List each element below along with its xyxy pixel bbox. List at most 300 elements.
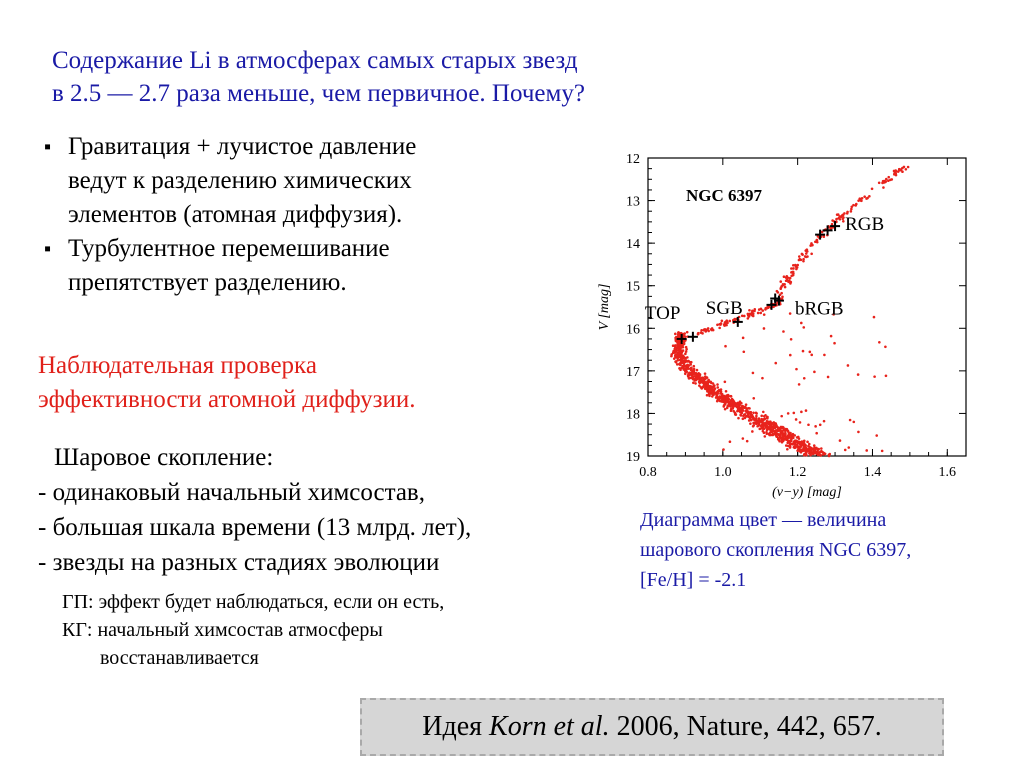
star-point	[680, 357, 683, 360]
star-point	[890, 178, 893, 181]
caption-line-2: шарового скопления NGC 6397,	[640, 539, 912, 561]
bullet-text: Гравитация + лучистое давление	[68, 133, 417, 160]
star-point	[704, 387, 707, 390]
star-point	[839, 439, 842, 442]
observation-line-2: эффективности атомной диффузии.	[38, 386, 416, 413]
star-point	[796, 436, 799, 439]
y-tick-label: 14	[626, 237, 640, 253]
star-point	[761, 377, 764, 380]
star-point	[688, 371, 691, 374]
star-point	[766, 307, 769, 310]
cluster-item: - одинаковый начальный химсостав,	[38, 479, 425, 506]
star-point	[760, 418, 763, 421]
star-point	[692, 382, 695, 385]
y-tick-label: 13	[626, 194, 640, 210]
star-point	[800, 322, 803, 325]
star-point	[775, 435, 778, 438]
star-point	[780, 286, 783, 289]
star-point	[704, 381, 707, 384]
star-point	[696, 369, 699, 372]
cluster-item: - звезды на разных стадиях эволюции	[38, 549, 440, 576]
star-point	[786, 448, 789, 451]
star-point	[885, 178, 888, 181]
star-point	[802, 350, 805, 353]
star-point	[690, 368, 693, 371]
star-point	[833, 342, 836, 345]
star-point	[763, 327, 766, 330]
star-point	[675, 360, 678, 363]
star-point	[802, 260, 805, 263]
star-point	[711, 395, 714, 398]
star-point	[796, 264, 799, 267]
star-point	[837, 213, 840, 216]
star-point	[762, 430, 765, 433]
star-point	[850, 205, 853, 208]
star-point	[725, 319, 728, 322]
star-point	[840, 215, 843, 218]
star-point	[794, 446, 797, 449]
star-point	[810, 253, 813, 256]
star-point	[719, 323, 722, 326]
y-tick-label: 18	[626, 407, 640, 423]
star-point	[795, 440, 798, 443]
star-point	[722, 448, 725, 451]
star-point	[694, 382, 697, 385]
star-point	[797, 449, 800, 452]
star-point	[724, 345, 727, 348]
star-point	[810, 354, 813, 357]
star-point	[755, 412, 758, 415]
star-point	[700, 331, 703, 334]
star-point	[854, 204, 857, 207]
star-point	[784, 429, 787, 432]
star-point	[729, 440, 732, 443]
star-point	[828, 454, 831, 457]
star-point	[737, 403, 740, 406]
star-point	[746, 440, 749, 443]
reference-prefix: Идея	[422, 711, 490, 742]
star-point	[813, 371, 816, 374]
star-point	[753, 308, 756, 311]
star-point	[751, 311, 754, 314]
star-point	[764, 414, 767, 417]
star-point	[844, 449, 847, 452]
star-point	[742, 350, 745, 353]
star-point	[760, 415, 763, 418]
star-point	[842, 217, 845, 220]
star-point	[861, 197, 864, 200]
star-point	[887, 179, 890, 182]
x-tick-label: 1.0	[714, 465, 732, 480]
star-point	[774, 422, 777, 425]
star-point	[895, 174, 898, 177]
star-point	[685, 350, 688, 353]
star-point	[745, 415, 748, 418]
star-point	[774, 362, 777, 365]
star-point	[801, 253, 804, 256]
star-point	[847, 364, 850, 367]
star-point	[873, 316, 876, 319]
note-kg-continued: восстанавливается	[100, 647, 259, 669]
star-point	[730, 395, 733, 398]
star-point	[693, 372, 696, 375]
star-point	[787, 412, 790, 415]
star-point	[752, 425, 755, 428]
star-point	[819, 423, 822, 426]
observation-heading	[38, 349, 558, 417]
star-point	[759, 312, 762, 315]
star-point	[726, 398, 729, 401]
chart-title: NGC 6397	[686, 186, 763, 205]
star-point	[680, 345, 683, 348]
star-point	[873, 375, 876, 378]
star-point	[813, 446, 816, 449]
star-point	[741, 405, 744, 408]
star-point	[684, 353, 687, 356]
star-point	[692, 378, 695, 381]
slide-title	[52, 44, 812, 110]
star-point	[686, 356, 689, 359]
star-point	[865, 449, 868, 452]
star-point	[887, 176, 890, 179]
star-point	[716, 323, 719, 326]
star-point	[711, 386, 714, 389]
star-point	[816, 452, 819, 455]
y-tick-label: 17	[626, 364, 640, 380]
star-point	[770, 429, 773, 432]
star-point	[704, 384, 707, 387]
star-point	[764, 435, 767, 438]
star-point	[782, 283, 785, 286]
star-point	[790, 267, 793, 270]
star-point	[807, 423, 810, 426]
star-point	[748, 407, 751, 410]
star-point	[708, 392, 711, 395]
star-point	[780, 432, 783, 435]
star-point	[857, 431, 860, 434]
star-point	[670, 355, 673, 358]
star-point	[700, 377, 703, 380]
bullet-text: ведут к разделению химических	[68, 167, 412, 194]
star-point	[781, 296, 784, 299]
star-point	[752, 397, 755, 400]
star-point	[718, 390, 721, 393]
star-point	[762, 411, 765, 414]
star-point	[674, 333, 677, 336]
star-point	[781, 441, 784, 444]
star-point	[815, 432, 818, 435]
star-point	[846, 211, 849, 214]
group-label: TOP	[644, 302, 681, 324]
star-point	[813, 449, 816, 452]
star-point	[899, 168, 902, 171]
x-axis-label: (v−y) [mag]	[772, 485, 842, 500]
star-point	[800, 411, 803, 414]
star-point	[704, 372, 707, 375]
star-point	[790, 338, 793, 341]
star-point	[769, 425, 772, 428]
star-point	[703, 328, 706, 331]
star-point	[827, 376, 830, 379]
cluster-item: - большая шкала времени (13 млрд. лет),	[38, 514, 472, 541]
x-tick-label: 1.2	[788, 465, 807, 480]
reference-suffix: 2006, Nature, 442, 657.	[609, 711, 882, 742]
star-point	[803, 440, 806, 443]
star-point	[745, 403, 748, 406]
star-point	[712, 382, 715, 385]
star-point	[758, 308, 761, 311]
star-point	[787, 281, 790, 284]
star-point	[687, 374, 690, 377]
y-axis-label: V [mag]	[597, 283, 612, 331]
bullet-diffusion	[44, 130, 564, 232]
star-point	[787, 441, 790, 444]
title-line-1: Содержание Li в атмосферах самых старых звезд	[52, 47, 578, 74]
star-point	[780, 415, 783, 418]
star-point	[808, 448, 811, 451]
star-point	[871, 187, 874, 190]
star-point	[752, 315, 755, 318]
star-point	[732, 401, 735, 404]
star-point	[752, 411, 755, 414]
star-point	[693, 375, 696, 378]
star-point	[706, 394, 709, 397]
star-point	[754, 422, 757, 425]
star-point	[709, 385, 712, 388]
star-point	[830, 227, 833, 230]
star-point	[813, 452, 816, 455]
star-point	[799, 445, 802, 448]
star-point	[809, 244, 812, 247]
star-point	[857, 199, 860, 202]
star-point	[684, 370, 687, 373]
bullet-text: Турбулентное перемешивание	[68, 235, 390, 262]
star-point	[711, 390, 714, 393]
star-point	[816, 241, 819, 244]
star-point	[817, 448, 820, 451]
star-point	[865, 197, 868, 200]
star-point	[793, 412, 796, 415]
star-point	[835, 218, 838, 221]
star-point	[677, 353, 680, 356]
star-point	[725, 390, 728, 393]
star-point	[765, 432, 768, 435]
star-point	[766, 425, 769, 428]
star-point	[723, 404, 726, 407]
star-point	[798, 255, 801, 258]
star-point	[695, 378, 698, 381]
star-point	[754, 418, 757, 421]
star-point	[852, 421, 855, 424]
chart-caption	[640, 505, 1000, 595]
star-point	[748, 419, 751, 422]
star-point	[777, 438, 780, 441]
bullet-marker: ▪	[44, 136, 52, 158]
star-point	[699, 374, 702, 377]
star-point	[728, 320, 731, 323]
star-point	[742, 437, 745, 440]
star-point	[681, 360, 684, 363]
star-point	[761, 421, 764, 424]
star-point	[820, 447, 823, 450]
y-tick-label: 12	[626, 152, 640, 167]
star-point	[894, 169, 897, 172]
star-point	[790, 443, 793, 446]
reference-text	[362, 700, 942, 754]
star-point	[805, 409, 808, 412]
star-point	[785, 444, 788, 447]
star-point	[748, 309, 751, 312]
star-point	[742, 337, 745, 340]
bullet-text: элементов (атомная диффузия).	[68, 201, 403, 228]
caption-line-1: Диаграмма цвет — величина	[640, 509, 887, 531]
star-point	[820, 450, 823, 453]
star-point	[721, 393, 724, 396]
star-point	[721, 320, 724, 323]
star-point	[782, 436, 785, 439]
star-point	[700, 329, 703, 332]
star-point	[674, 348, 677, 351]
caption-line-3: [Fe/H] = -2.1	[640, 569, 747, 591]
star-point	[802, 326, 805, 329]
star-point	[806, 255, 809, 258]
star-point	[715, 396, 718, 399]
star-point	[691, 375, 694, 378]
star-point	[878, 181, 881, 184]
star-point	[685, 346, 688, 349]
star-point	[881, 450, 884, 453]
cluster-heading: Шаровое скопление:	[54, 444, 274, 471]
star-point	[766, 420, 769, 423]
cmd-chart	[580, 145, 980, 505]
star-point	[789, 440, 792, 443]
star-point	[766, 422, 769, 425]
star-point	[759, 427, 762, 430]
group-label: SGB	[705, 297, 743, 319]
star-point	[763, 313, 766, 316]
note-kg: КГ: начальный химсостав атмосферы	[62, 619, 383, 641]
bullet-marker: ▪	[44, 238, 52, 260]
y-tick-label: 16	[626, 322, 640, 338]
star-point	[689, 363, 692, 366]
star-point	[782, 330, 785, 333]
star-point	[674, 346, 677, 349]
star-point	[757, 419, 760, 422]
star-point	[849, 419, 852, 422]
star-point	[803, 377, 806, 380]
star-point	[883, 180, 886, 183]
star-point	[804, 449, 807, 452]
star-point	[743, 315, 746, 318]
star-point	[732, 410, 735, 413]
star-point	[777, 428, 780, 431]
y-tick-label: 15	[626, 279, 640, 295]
star-point	[792, 272, 795, 275]
star-point	[799, 421, 802, 424]
star-point	[730, 409, 733, 412]
x-tick-label: 1.4	[863, 465, 882, 480]
star-point	[739, 400, 742, 403]
star-point	[795, 268, 798, 271]
star-point	[903, 166, 906, 169]
star-point	[792, 433, 795, 436]
star-point	[800, 451, 803, 454]
star-point	[780, 292, 783, 295]
star-point	[905, 168, 908, 171]
star-point	[697, 333, 700, 336]
x-tick-label: 1.6	[938, 465, 957, 480]
star-point	[788, 434, 791, 437]
star-point	[737, 417, 740, 420]
star-point	[727, 394, 730, 397]
star-point	[803, 453, 806, 456]
star-point	[823, 354, 826, 357]
star-point	[860, 199, 863, 202]
note-gp: ГП: эффект будет наблюдаться, если он есть,	[62, 591, 445, 613]
star-point	[868, 195, 871, 198]
notes	[62, 588, 622, 672]
star-point	[777, 291, 780, 294]
star-point	[789, 277, 792, 280]
star-point	[758, 422, 761, 425]
star-point	[789, 354, 792, 357]
star-point	[677, 333, 680, 336]
star-point	[718, 395, 721, 398]
star-point	[672, 351, 675, 354]
star-point	[798, 383, 801, 386]
star-point	[794, 264, 797, 267]
star-point	[757, 312, 760, 315]
star-point	[901, 170, 904, 173]
reference-box	[360, 698, 944, 756]
star-point	[747, 410, 750, 413]
star-point	[781, 426, 784, 429]
group-label: RGB	[845, 214, 885, 236]
star-point	[789, 312, 792, 315]
star-point	[723, 397, 726, 400]
star-point	[687, 360, 690, 363]
star-point	[725, 324, 728, 327]
star-point	[804, 249, 807, 252]
cluster-list	[38, 440, 618, 580]
star-point	[693, 365, 696, 368]
observation-line-1: Наблюдательная проверка	[38, 352, 317, 379]
star-point	[823, 452, 826, 455]
star-point	[730, 404, 733, 407]
star-point	[749, 422, 752, 425]
star-point	[734, 413, 737, 416]
star-point	[716, 386, 719, 389]
star-point	[784, 286, 787, 289]
bullet-turbulence	[44, 232, 564, 300]
star-point	[804, 255, 807, 258]
star-point	[884, 345, 887, 348]
star-point	[766, 417, 769, 420]
star-point	[711, 327, 714, 330]
star-point	[798, 259, 801, 262]
star-point	[676, 357, 679, 360]
star-point	[907, 166, 910, 169]
star-point	[677, 342, 680, 345]
group-label: bRGB	[794, 298, 844, 320]
star-point	[790, 281, 793, 284]
star-point	[673, 357, 676, 360]
star-point	[850, 210, 853, 213]
star-point	[706, 376, 709, 379]
star-point	[774, 427, 777, 430]
star-point	[882, 186, 885, 189]
star-point	[686, 331, 689, 334]
